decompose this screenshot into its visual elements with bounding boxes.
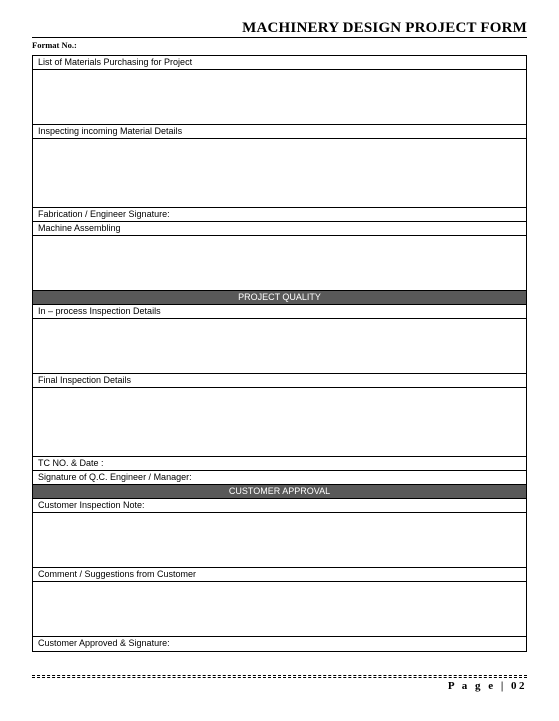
in-process-inspection-field[interactable] xyxy=(33,319,526,374)
in-process-inspection-label: In – process Inspection Details xyxy=(33,305,526,319)
final-inspection-label: Final Inspection Details xyxy=(33,374,526,388)
final-inspection-field[interactable] xyxy=(33,388,526,457)
fabrication-signature-field[interactable]: Fabrication / Engineer Signature: xyxy=(33,208,526,222)
machine-assembling-field[interactable] xyxy=(33,236,526,291)
customer-inspection-note-label: Customer Inspection Note: xyxy=(33,499,526,513)
tc-number-date-field[interactable]: TC NO. & Date : xyxy=(33,457,526,471)
footer-divider-second xyxy=(32,677,527,678)
form-title: MACHINERY DESIGN PROJECT FORM xyxy=(242,20,527,36)
incoming-inspection-field[interactable] xyxy=(33,139,526,208)
title-divider xyxy=(32,37,527,38)
project-quality-section-header: PROJECT QUALITY xyxy=(33,291,526,305)
page-number: P a g e | 02 xyxy=(447,680,527,692)
materials-list-label: List of Materials Purchasing for Project xyxy=(33,56,526,70)
materials-list-field[interactable] xyxy=(33,70,526,125)
footer-divider xyxy=(32,675,527,676)
customer-comments-label: Comment / Suggestions from Customer xyxy=(33,568,526,582)
form-table xyxy=(32,55,527,652)
qc-signature-field[interactable]: Signature of Q.C. Engineer / Manager: xyxy=(33,471,526,485)
customer-approval-section-header: CUSTOMER APPROVAL xyxy=(33,485,526,499)
machine-assembling-label: Machine Assembling xyxy=(33,222,526,236)
customer-comments-field[interactable] xyxy=(33,582,526,637)
format-number-label: Format No.: xyxy=(32,40,77,50)
incoming-inspection-label: Inspecting incoming Material Details xyxy=(33,125,526,139)
customer-inspection-note-field[interactable] xyxy=(33,513,526,568)
customer-approved-signature-field[interactable]: Customer Approved & Signature: xyxy=(38,638,170,648)
